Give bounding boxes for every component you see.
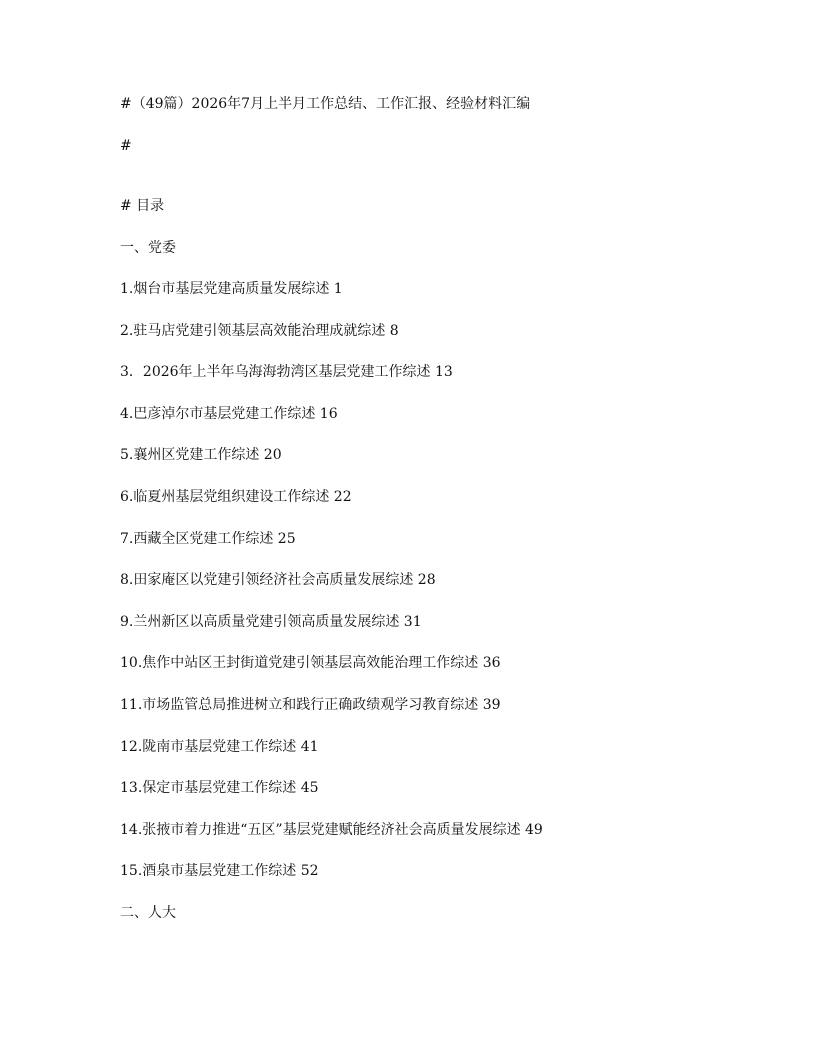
toc-item: 3．2026年上半年乌海海勃湾区基层党建工作综述 13 [120,364,453,381]
toc-item: 2.驻马店党建引领基层高效能治理成就综述 8 [120,322,399,339]
document-title: #（49篇）2026年7月上半月工作总结、工作汇报、经验材料汇编 [120,96,531,112]
section-heading-peoples-congress: 二、人大 [120,904,176,921]
toc-item: 9.兰州新区以高质量党建引领高质量发展综述 31 [120,613,422,630]
toc-item: 12.陇南市基层党建工作综述 41 [120,738,319,755]
toc-item: 5.襄州区党建工作综述 20 [120,447,282,464]
toc-item: 10.焦作中站区王封街道党建引领基层高效能治理工作综述 36 [120,655,501,672]
toc-heading: # 目录 [120,198,165,214]
document-content [120,94,760,944]
toc-item: 14.张掖市着力推进“五区”基层党建赋能经济社会高质量发展综述 49 [120,821,543,838]
toc-item: 6.临夏州基层党组织建设工作综述 22 [120,488,352,505]
toc-item: 4.巴彦淖尔市基层党建工作综述 16 [120,405,338,422]
toc-item: 1.烟台市基层党建高质量发展综述 1 [120,281,343,297]
toc-item: 7.西藏全区党建工作综述 25 [120,530,296,547]
toc-item: 15.酒泉市基层党建工作综述 52 [120,863,319,880]
hash-marker: # [120,138,132,154]
section-heading-party-committee: 一、党委 [120,239,176,256]
toc-item: 13.保定市基层党建工作综述 45 [120,780,319,797]
toc-item: 11.市场监管总局推进树立和践行正确政绩观学习教育综述 39 [120,696,501,713]
toc-item: 8.田家庵区以党建引领经济社会高质量发展综述 28 [120,572,436,589]
